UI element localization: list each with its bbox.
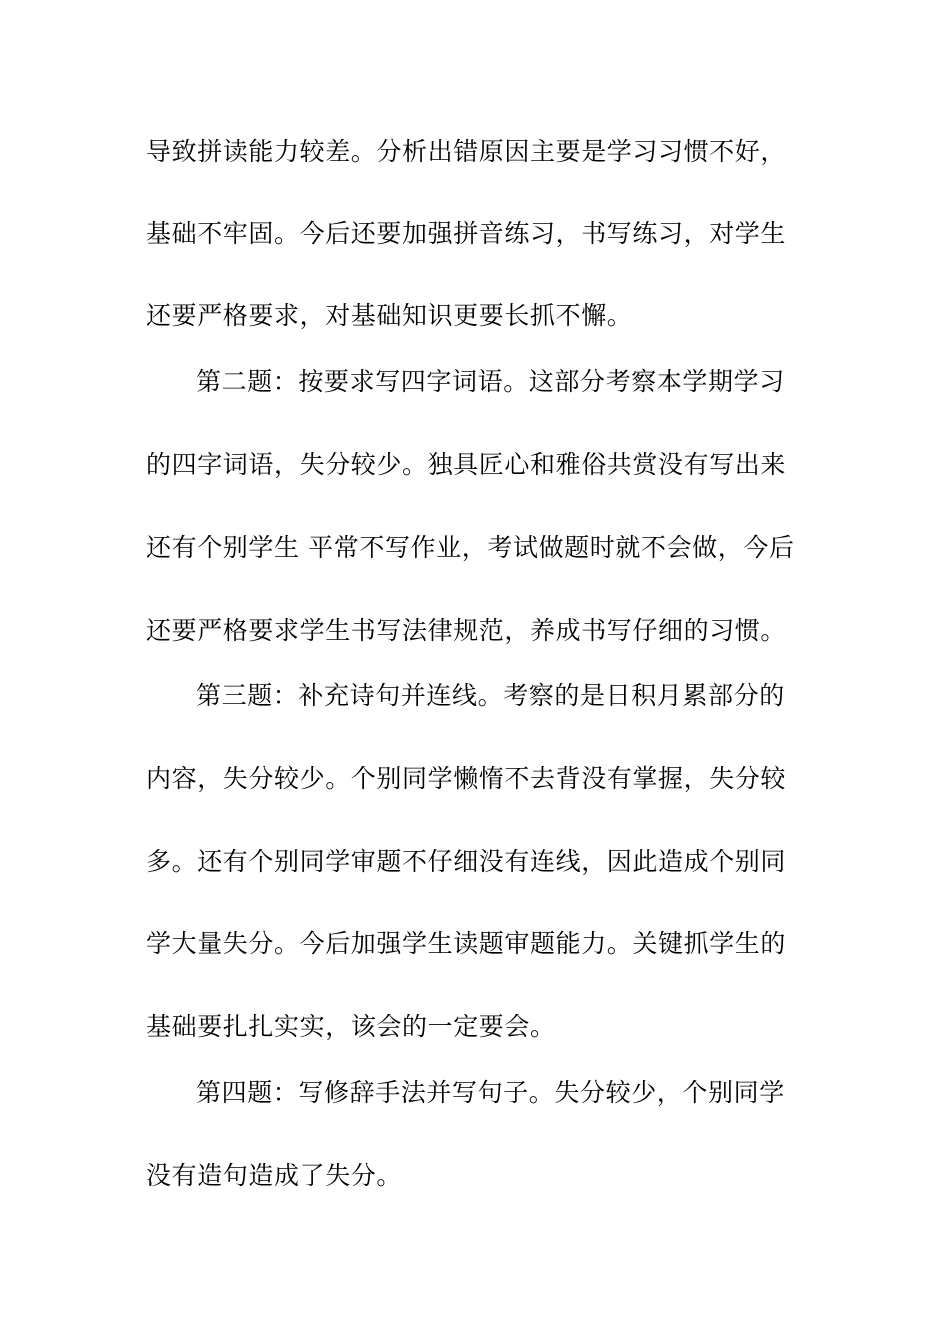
paragraph-line: 基础要扎扎实实，该会的一定要会。: [146, 1012, 556, 1041]
paragraph-line: 还要严格要求学生书写法律规范，养成书写仔细的习惯。: [146, 616, 787, 645]
paragraph-line: 的四字词语，失分较少。独具匠心和雅俗共赏没有写出来: [146, 450, 787, 479]
paragraph-line: 多。还有个别同学审题不仔细没有连线，因此造成个别同: [146, 847, 787, 876]
question-4-heading-line: 第四题：写修辞手法并写句子。失分较少，个别同学: [196, 1078, 785, 1107]
question-3-heading-line: 第三题：补充诗句并连线。考察的是日积月累部分的: [196, 681, 785, 710]
paragraph-line: 还要严格要求，对基础知识更要长抓不懈。: [146, 301, 633, 330]
paragraph-line: 基础不牢固。今后还要加强拼音练习，书写练习，对学生: [146, 219, 787, 248]
paragraph-line: 内容，失分较少。个别同学懒惰不去背没有掌握，失分较: [146, 764, 787, 793]
paragraph-line: 导致拼读能力较差。分析出错原因主要是学习习惯不好，: [146, 137, 787, 166]
paragraph-line: 学大量失分。今后加强学生读题审题能力。关键抓学生的: [146, 929, 787, 958]
question-2-heading-line: 第二题：按要求写四字词语。这部分考察本学期学习: [196, 367, 785, 396]
paragraph-line: 还有个别学生 平常不写作业，考试做题时就不会做，今后: [146, 533, 795, 562]
paragraph-line: 没有造句造成了失分。: [146, 1161, 403, 1190]
